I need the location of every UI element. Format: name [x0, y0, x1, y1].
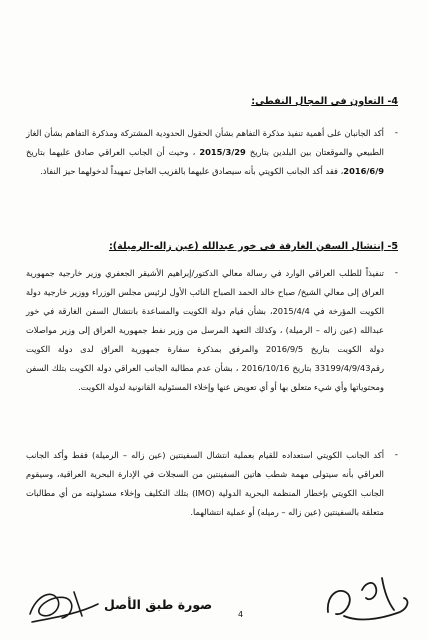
section-5-heading: 5- إنتشال السفن الغارقة في خور عبدالله (عين زاله-الرميلة): [108, 241, 398, 252]
bullet-marker: - [394, 128, 398, 138]
section-5-text-2: أكد الجانب الكويتي استعداده للقيام بعملية انتشال السفينتين (عين زاله – الرميلة) فقط وأكد الجانب العراقي بأنه سيتولى مهمة شطب هاتين السفينتين من السجلات في الإدارة البحرية العراقية، وسيقوم الجانب الكويتي بإخطار المنظمة البحرية الدولية (IMO) بتلك التكليف وإخلاء مسئوليته من أي مطالبات متعلقة بالسفينتين (عين زاله – رميله) أو عملية انتشالهما. [26, 450, 384, 517]
section-4-date-2: 2016/6/9 [343, 166, 384, 176]
section-4-date-1: 2015/3/29 [199, 147, 246, 157]
signature-right-icon [318, 560, 418, 634]
page-number: 4 [238, 610, 244, 619]
bullet-marker: - [394, 268, 398, 278]
section-4-paragraph [26, 124, 398, 181]
section-4-text-c: ، فقد أكد الجانب الكويتي بأنه سيصادق عليهما بالقريب العاجل تمهيداً لدخولهما حيز النفاذ. [40, 166, 344, 176]
section-5-paragraph-1 [26, 264, 398, 397]
bullet-marker: - [394, 450, 398, 460]
certified-copy-stamp: صورة طبق الأصل [104, 597, 213, 612]
signature-left-icon [22, 574, 108, 634]
section-4-heading: 4- التعاون في المجال النفطي: [251, 96, 398, 107]
section-5-paragraph-2 [26, 446, 398, 522]
section-4-text-b: ، وحيث أن الجانب العراقي صادق عليهما بتاريخ [26, 147, 200, 157]
section-4-text-a: أكد الجانبان على أهمية تنفيذ مذكرة التفاهم بشأن الحقول الحدودية المشتركة ومذكرة التفاهم بشأن الغاز الطبيعي والموقعتان بين البلدين بتاريخ [26, 128, 384, 157]
section-5-text-1: تنفيذاً للطلب العراقي الوارد في رسالة معالي الدكتور/إبراهيم الأشيقر الجعفري وزير خارجية جمهورية العراق إلى معالي الشيخ/ صباح خالد الحمد الصباح النائب الأول لرئيس مجلس الوزراء ووزير خارجية دولة الكويت المؤرخة في 2015/4/4، بشأن قيام دولة الكويت والمساعدة بانتشال السفن الغارقة في خور عبدالله (عين زاله – الرميلة) ، وكذلك التعهد المرسل من وزير نفط جمهورية العراق إلى وزير مواصلات دولة الكويت بتاريخ 2016/9/5 والمرفق بمذكرة سفارة جمهورية العراق لدى دولة الكويت رقم33199/4/9/43 بتاريخ 2016/10/16 ، بشأن عدم مطالبة الجانب العراقي دولة الكويت بتلك السفن ومحتوياتها وأي شيء متعلق بها أو أي تعويض عنها وإخلاء المسئولية القانونية لدولة الكويت. [26, 268, 385, 392]
